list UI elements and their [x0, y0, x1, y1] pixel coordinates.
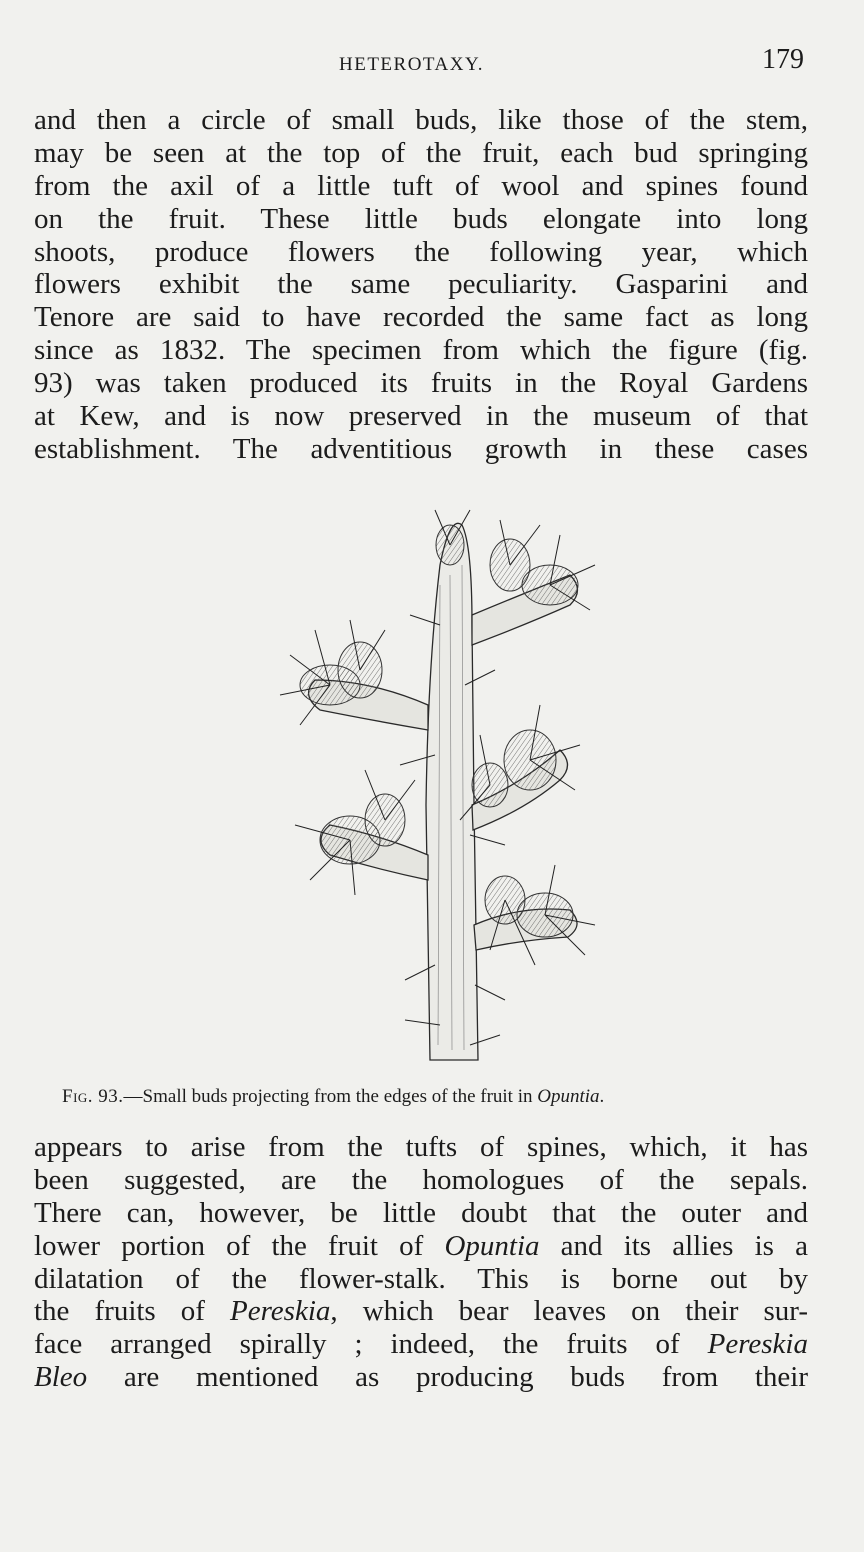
- italic-term: Pereskia: [707, 1328, 808, 1361]
- text-line: appears to arise from the tufts of spines, which, it has: [34, 1131, 808, 1163]
- text-line: from the axil of a little tuft of wool and spines found: [34, 169, 808, 202]
- caption-end: .: [599, 1086, 605, 1107]
- text-line: 93) was taken produced its fruits in the Royal Gardens: [34, 367, 808, 400]
- text-segment: face arranged spirally ; indeed, the fruits of: [34, 1328, 708, 1361]
- figure-label: Fig. 93.: [62, 1086, 124, 1107]
- text-line: on the fruit. These little buds elongate into long: [34, 202, 808, 235]
- text-line: at Kew, and is now preserved in the museum of that: [34, 400, 808, 433]
- caption-italic: Opuntia: [537, 1086, 600, 1107]
- text-line: since as 1832. The specimen from which the figure (fig.: [34, 334, 808, 367]
- italic-term: Bleo: [34, 1361, 88, 1394]
- page-header: [34, 44, 804, 84]
- text-segment: and its allies is a: [539, 1229, 808, 1262]
- text-segment: lower portion of the fruit of: [34, 1229, 445, 1262]
- running-head: HETEROTAXY.: [339, 54, 484, 75]
- paragraph-top: [34, 104, 808, 466]
- figure-opuntia-illustration: [240, 505, 620, 1075]
- figure-caption: [62, 1086, 812, 1108]
- paragraph-bottom: [34, 1131, 808, 1394]
- text-line: dilatation of the flower-stalk. This is borne out by: [34, 1262, 808, 1295]
- text-line: [34, 1295, 808, 1328]
- text-line: [34, 1361, 808, 1394]
- text-line: and then a circle of small buds, like those of the stem,: [34, 104, 808, 136]
- text-line: shoots, produce flowers the following year, which: [34, 235, 808, 268]
- text-line: establishment. The adventitious growth in these cases: [34, 432, 808, 465]
- opuntia-engraving: [240, 505, 620, 1075]
- caption-text: —Small buds projecting from the edges of the fruit in: [123, 1086, 538, 1107]
- text-segment: the fruits of: [34, 1295, 231, 1328]
- text-segment: are mentioned as producing buds from their: [87, 1361, 808, 1394]
- text-segment: , which bear leaves on their sur-: [330, 1295, 808, 1328]
- text-line: [34, 1328, 808, 1361]
- italic-term: Opuntia: [444, 1229, 540, 1262]
- text-line: may be seen at the top of the fruit, each bud springing: [34, 136, 808, 169]
- italic-term: Pereskia: [230, 1295, 331, 1328]
- text-line: There can, however, be little doubt that the outer and: [34, 1196, 808, 1229]
- text-line: been suggested, are the homologues of the sepals.: [34, 1163, 808, 1196]
- text-line: Tenore are said to have recorded the same fact as long: [34, 301, 808, 334]
- text-line: flowers exhibit the same peculiarity. Gasparini and: [34, 268, 808, 301]
- page-number: 179: [762, 44, 804, 75]
- text-line: [34, 1230, 808, 1263]
